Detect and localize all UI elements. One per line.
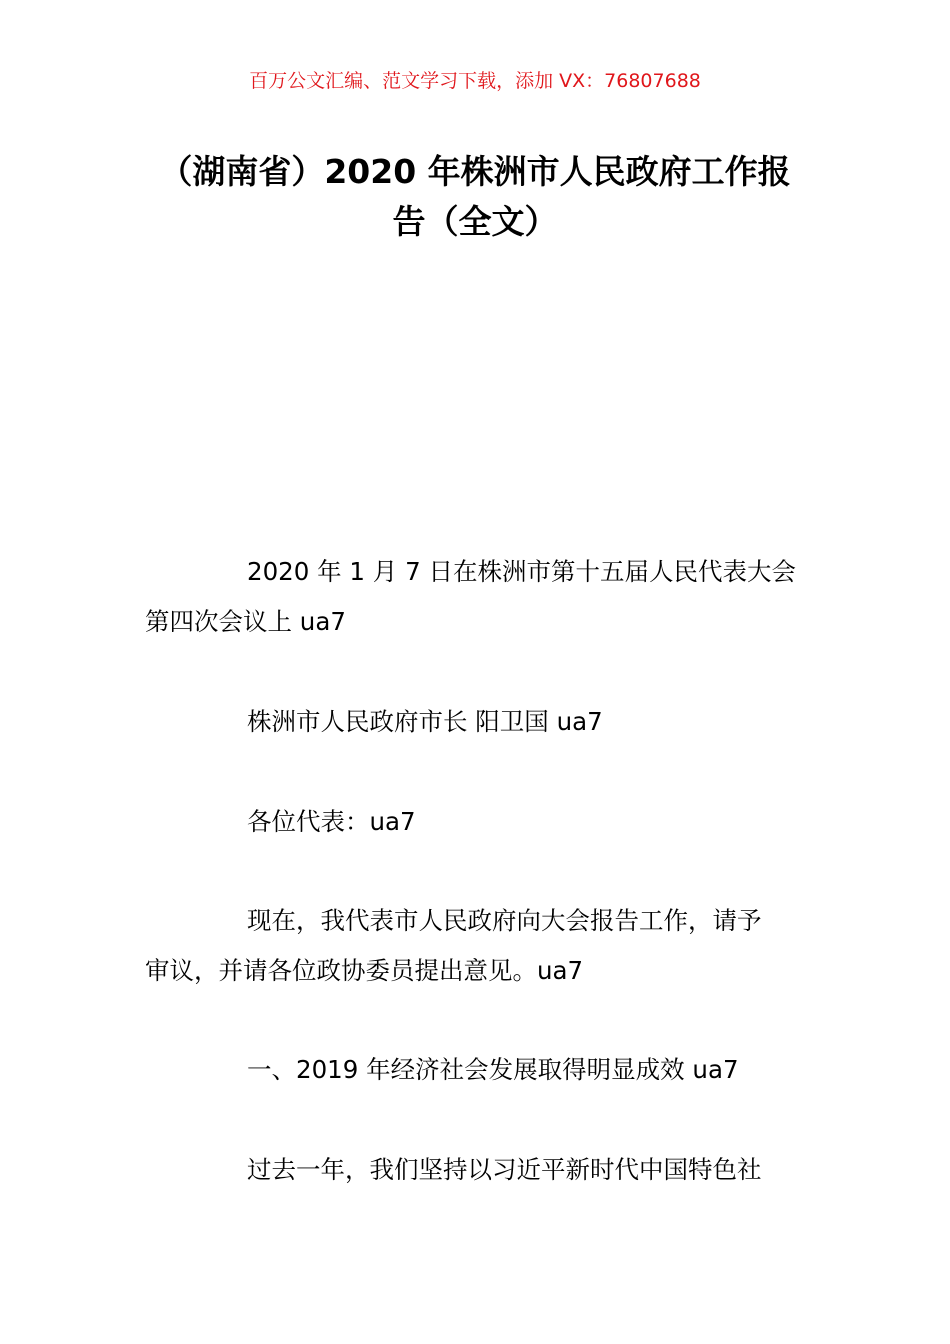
paragraph-meeting-line-2: 第四次会议上 ua7: [145, 607, 346, 636]
document-title-line-2: 告（全文）: [392, 202, 558, 241]
paragraph-salutation: 各位代表：ua7: [247, 807, 416, 836]
paragraph-speaker: 株洲市人民政府市长 阳卫国 ua7: [247, 707, 603, 736]
paragraph-intro-line-1: 现在，我代表市人民政府向大会报告工作，请予: [247, 906, 762, 935]
watermark-header: 百万公文汇编、范文学习下载，添加 VX：76807688: [249, 70, 701, 92]
document-title-line-1: （湖南省）2020 年株洲市人民政府工作报: [159, 152, 791, 191]
section-heading-1: 一、2019 年经济社会发展取得明显成效 ua7: [247, 1055, 739, 1084]
paragraph-intro-line-2: 审议，并请各位政协委员提出意见。ua7: [145, 956, 584, 985]
paragraph-meeting-line-1: 2020 年 1 月 7 日在株洲市第十五届人民代表大会: [247, 557, 796, 586]
paragraph-review-line-1: 过去一年，我们坚持以习近平新时代中国特色社: [247, 1155, 762, 1184]
